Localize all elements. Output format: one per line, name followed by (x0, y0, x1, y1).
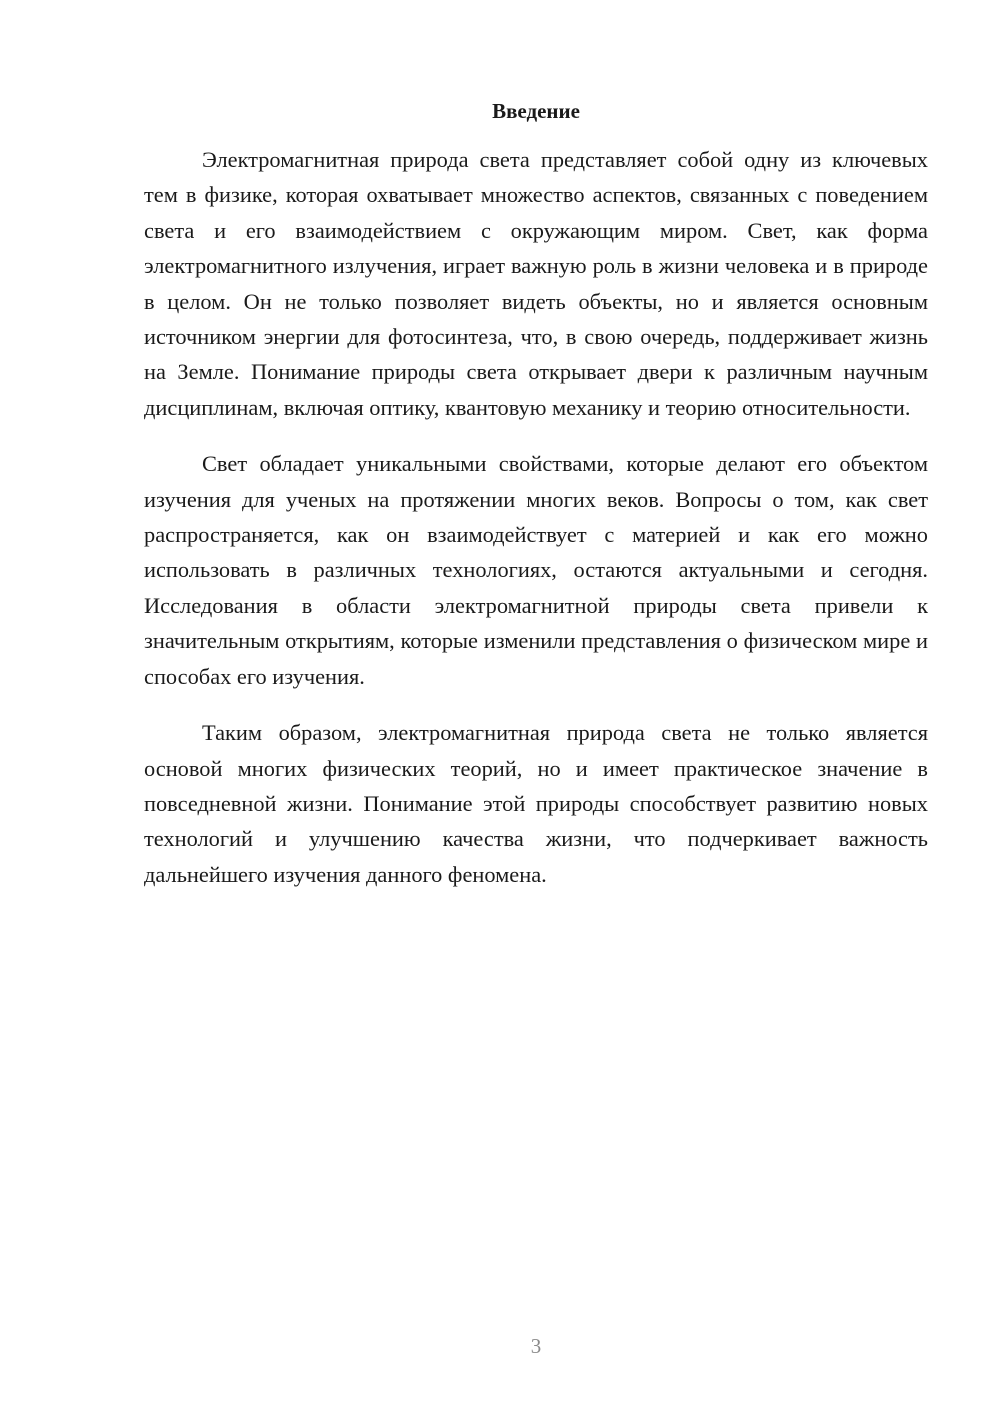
page-number: 3 (530, 1334, 542, 1358)
paragraph-1: Электромагнитная природа света представляет собой одну из ключевых тем в физике, которая охватывает множество аспектов, связанных с поведением света и его взаимодействием с окружающим миром. Свет, как форма электромагнитного излучения, играет важную роль в жизни человека и в природе в целом. Он не только позволяет видеть объекты, но и является основным источником энергии для фотосинтеза, что, в свою очередь, поддерживает жизнь на Земле. Понимание природы света открывает двери к различным научным дисциплинам, включая оптику, квантовую механику и теорию относительности. (144, 147, 928, 420)
paragraph-2: Свет обладает уникальными свойствами, которые делают его объектом изучения для ученых на протяжении многих веков. Вопросы о том, как свет распространяется, как он взаимодействует с материей и как его можно использовать в различных технологиях, остаются актуальными и сегодня. Исследования в области электромагнитной природы света привели к значительным открытиям, которые изменили представления о физическом мире и способах его изучения. (144, 451, 928, 689)
paragraph-3: Таким образом, электромагнитная природа света не только является основой многих физических теорий, но и имеет практическое значение в повседневной жизни. Понимание этой природы способствует развитию новых технологий и улучшению качества жизни, что подчеркивает важность дальнейшего изучения данного феномена. (144, 720, 928, 887)
section-heading: Введение (492, 99, 580, 123)
document-body (144, 142, 928, 913)
